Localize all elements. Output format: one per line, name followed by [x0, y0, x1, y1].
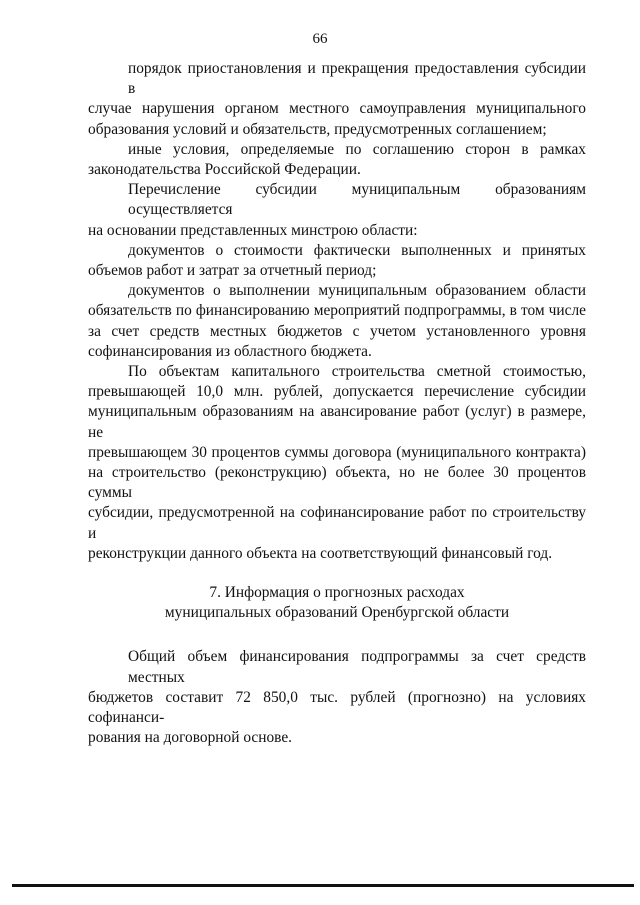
- paragraph-cost-documents: [88, 241, 586, 281]
- text-line: Общий объем финансирования подпрограммы за счет средств местных: [128, 648, 586, 686]
- section-heading: [88, 583, 586, 623]
- text-line: обязательств по финансированию мероприятий подпрограммы, в том числе: [88, 302, 586, 320]
- text-line: рования на договорной основе.: [88, 729, 293, 747]
- text-line: Перечисление субсидии муниципальным образованиям осуществляется: [128, 181, 586, 219]
- heading-line: 7. Информация о прогнозных расходах: [209, 584, 465, 602]
- heading-line: муниципальных образований Оренбургской области: [164, 604, 510, 622]
- page-number: 66: [312, 31, 328, 47]
- text-line: на основании представленных минстрою области:: [88, 221, 418, 239]
- text-line: По объектам капитального строительства сметной стоимостью,: [128, 363, 586, 381]
- text-line: субсидии, предусмотренной на софинансирование работ по строительству и: [88, 504, 586, 542]
- text-line: образования условий и обязательств, предусмотренных соглашением;: [88, 120, 547, 138]
- text-line: документов о стоимости фактически выполненных и принятых: [128, 241, 586, 259]
- paragraph-obligation-documents: [88, 281, 586, 362]
- text-line: объемов работ и затрат за отчетный период;: [88, 262, 377, 280]
- text-line: иные условия, определяемые по соглашению сторон в рамках: [128, 140, 586, 158]
- bottom-rule: [12, 884, 634, 887]
- text-line: превышающем 30 процентов суммы договора (муниципального контракта): [88, 443, 586, 461]
- paragraph-subsidy-suspension: [88, 59, 586, 140]
- text-line: порядок приостановления и прекращения предоставления субсидии в: [128, 60, 586, 98]
- text-line: на строительство (реконструкцию) объекта, но не более 30 процентов суммы: [88, 464, 586, 502]
- text-line: муниципальным образованиям на авансирование работ (услуг) в размере, не: [88, 403, 586, 441]
- paragraph-capital-construction: [88, 362, 586, 564]
- text-line: превышающей 10,0 млн. рублей, допускается перечисление субсидии: [88, 383, 586, 401]
- text-line: софинансирования из областного бюджета.: [88, 342, 372, 360]
- text-line: документов о выполнении муниципальным образованием области: [128, 282, 586, 300]
- paragraph-other-conditions: [88, 140, 586, 180]
- text-line: бюджетов составит 72 850,0 тыс. рублей (прогнозно) на условиях софинанси-: [88, 688, 586, 727]
- text-line: случае нарушения органом местного самоуправления муниципального: [88, 100, 586, 118]
- paragraph-financing-volume: [88, 647, 586, 748]
- document-body: [88, 59, 586, 749]
- text-line: реконструкции данного объекта на соответствующий финансовый год.: [88, 544, 553, 562]
- paragraph-subsidy-transfer: [88, 180, 586, 241]
- text-line: за счет средств местных бюджетов с учетом установленного уровня: [88, 322, 586, 340]
- text-line: законодательства Российской Федерации.: [88, 161, 361, 179]
